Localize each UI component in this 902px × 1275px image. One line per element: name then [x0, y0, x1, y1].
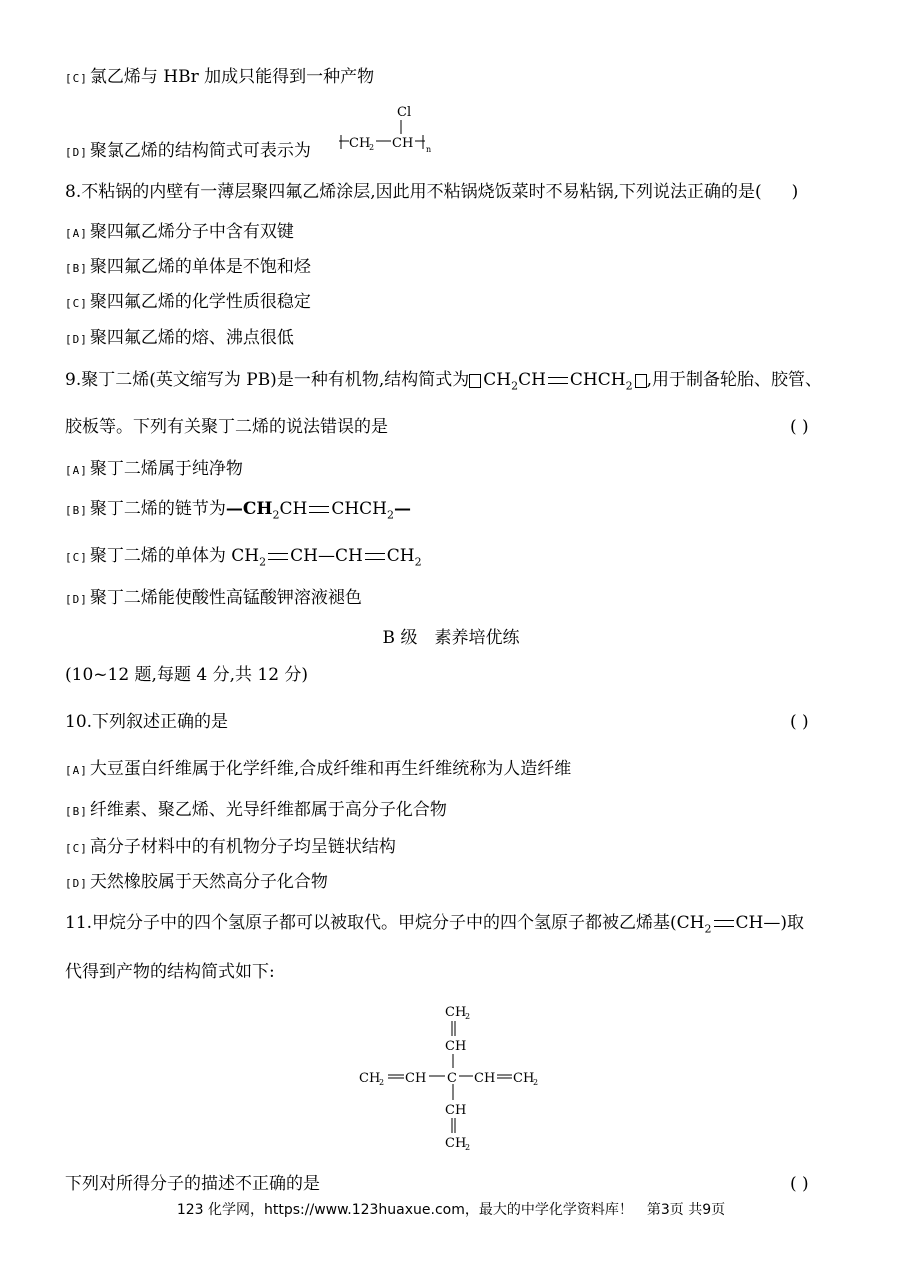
option-text: 聚四氟乙烯分子中含有双键 — [89, 222, 294, 242]
q9-option-b: [B] 聚丁二烯的链节为$—CH_2CH$ $CHCH_2—$ — [65, 499, 411, 522]
q11-stem-line3: 下列对所得分子的描述不正确的是 — [65, 1174, 320, 1194]
option-text: 聚氯乙烯的结构简式可表示为 — [89, 141, 311, 161]
ch-group: CH — [392, 136, 414, 151]
formula-part: CHCH — [331, 499, 387, 519]
bottom-ch2: CH — [445, 1136, 467, 1151]
subscript: 2 — [465, 1012, 471, 1021]
central-carbon: C — [447, 1071, 457, 1086]
formula-part: CH — [279, 499, 308, 519]
question-text: 胶板等。下列有关聚丁二烯的说法错误的是 — [65, 417, 388, 437]
q10-stem: 10.下列叙述正确的是 — [65, 712, 229, 732]
q8-option-a — [65, 221, 294, 245]
cl-atom: Cl — [397, 105, 412, 120]
section-b-title: B 级 素养培优练 — [382, 628, 520, 648]
subscript: 2 — [369, 143, 375, 152]
left-ch2: CH — [359, 1071, 381, 1086]
q9-option-d — [65, 587, 362, 611]
q9-stem: 9.聚丁二烯(英文缩写为 PB)是一种有机物,结构简式为 $CH_2CH$ $CHCH_2$ ,用于制备轮胎、胶管、 — [65, 370, 822, 393]
option-text: 高分子材料中的有机物分子均呈链状结构 — [89, 837, 396, 857]
formula-part: CH—CH — [290, 546, 363, 566]
option-label: [B] — [65, 262, 88, 275]
q10-option-b — [65, 799, 447, 823]
upper-ch: CH — [445, 1039, 467, 1054]
question-text: 11.甲烷分子中的四个氢原子都可以被取代。甲烷分子中的四个氢原子都被乙烯基(CH — [65, 913, 705, 933]
left-ch: CH — [405, 1071, 427, 1086]
option-text: 聚四氟乙烯的熔、沸点很低 — [89, 328, 294, 348]
answer-paren: ) — [791, 182, 799, 202]
option-text: 聚丁二烯的链节为 — [89, 499, 226, 519]
option-text: 天然橡胶属于天然高分子化合物 — [89, 872, 328, 892]
tetravinylmethane-structure — [355, 998, 555, 1156]
q11-stem-line2: 代得到产物的结构简式如下: — [65, 962, 275, 982]
option-text: 聚丁二烯能使酸性高锰酸钾溶液褪色 — [89, 588, 362, 608]
top-ch2: CH — [445, 1005, 467, 1020]
option-label: [D] — [65, 146, 88, 159]
right-ch: CH — [474, 1071, 496, 1086]
q10-answer-paren: ( ) — [790, 712, 809, 732]
option-text: 聚四氟乙烯的化学性质很稳定 — [89, 292, 311, 312]
formula-part: CHCH — [569, 370, 626, 390]
option-label: [A] — [65, 227, 88, 240]
q8-option-b — [65, 256, 311, 280]
formula-part: CH — [518, 370, 546, 390]
ch2-group: CH — [349, 136, 371, 151]
option-text: 聚丁二烯属于纯净物 — [89, 459, 243, 479]
q9-answer-paren: ( ) — [790, 417, 809, 437]
q11-stem: 11.甲烷分子中的四个氢原子都可以被取代。甲烷分子中的四个氢原子都被乙烯基($CH_2$ CH—)取 — [65, 913, 804, 936]
question-text: ,用于制备轮胎、胶管、 — [646, 370, 822, 390]
subscript-n: n — [426, 145, 432, 154]
right-ch2: CH — [513, 1071, 535, 1086]
question-text: 8.不粘锅的内壁有一薄层聚四氟乙烯涂层,因此用不粘锅烧饭菜时不易粘锅,下列说法正确的是( — [65, 182, 762, 202]
q9-option-c: [C] 聚丁二烯的单体为 $CH_2$ CH—CH $CH_2$ — [65, 546, 422, 569]
q8-stem — [65, 181, 798, 203]
option-label: [C] — [65, 551, 88, 564]
option-label: [D] — [65, 593, 88, 606]
formula-part: CH — [386, 546, 415, 566]
formula-part: CH — [483, 370, 512, 390]
q10-option-c — [65, 836, 396, 860]
option-label: [D] — [65, 333, 88, 346]
subscript: 2 — [533, 1078, 539, 1087]
lower-ch: CH — [445, 1103, 467, 1118]
pvc-structure-formula — [335, 100, 435, 160]
formula-part: —CH — [225, 499, 273, 519]
option-label: [B] — [65, 504, 88, 517]
q11-answer-paren: ( ) — [790, 1174, 809, 1194]
q8-option-d — [65, 327, 294, 351]
q8-option-c — [65, 291, 311, 315]
q9-stem-line2 — [65, 416, 388, 438]
option-label: [A] — [65, 464, 88, 477]
option-text: 大豆蛋白纤维属于化学纤维,合成纤维和再生纤维统称为人造纤维 — [89, 759, 572, 779]
option-text: 氯乙烯与 HBr 加成只能得到一种产物 — [89, 67, 375, 87]
page-footer: 123 化学网，https://www.123huaxue.com，最大的中学化学资料库！ 第3页 共9页 — [176, 1202, 726, 1218]
option-label: [C] — [65, 72, 88, 85]
question-text: CH—)取 — [735, 913, 804, 933]
option-label: [A] — [65, 764, 88, 777]
q9-option-a — [65, 458, 243, 482]
formula-part: — — [393, 499, 411, 519]
question-text: 9.聚丁二烯(英文缩写为 PB)是一种有机物,结构简式为 — [65, 370, 470, 390]
option-label: [D] — [65, 877, 88, 890]
q7-option-d — [65, 140, 311, 164]
q10-option-d — [65, 871, 328, 895]
option-label: [B] — [65, 805, 88, 818]
option-text: 纤维素、聚乙烯、光导纤维都属于高分子化合物 — [89, 800, 447, 820]
option-text: 聚丁二烯的单体为 — [89, 546, 232, 566]
option-label: [C] — [65, 842, 88, 855]
option-label: [C] — [65, 297, 88, 310]
subscript: 2 — [465, 1143, 471, 1152]
subscript: 2 — [379, 1078, 385, 1087]
option-text: 聚四氟乙烯的单体是不饱和烃 — [89, 257, 311, 277]
q10-option-a — [65, 758, 571, 782]
section-b-note: (10~12 题,每题 4 分,共 12 分) — [65, 665, 309, 685]
formula-part: CH — [231, 546, 260, 566]
q7-option-c — [65, 66, 374, 90]
